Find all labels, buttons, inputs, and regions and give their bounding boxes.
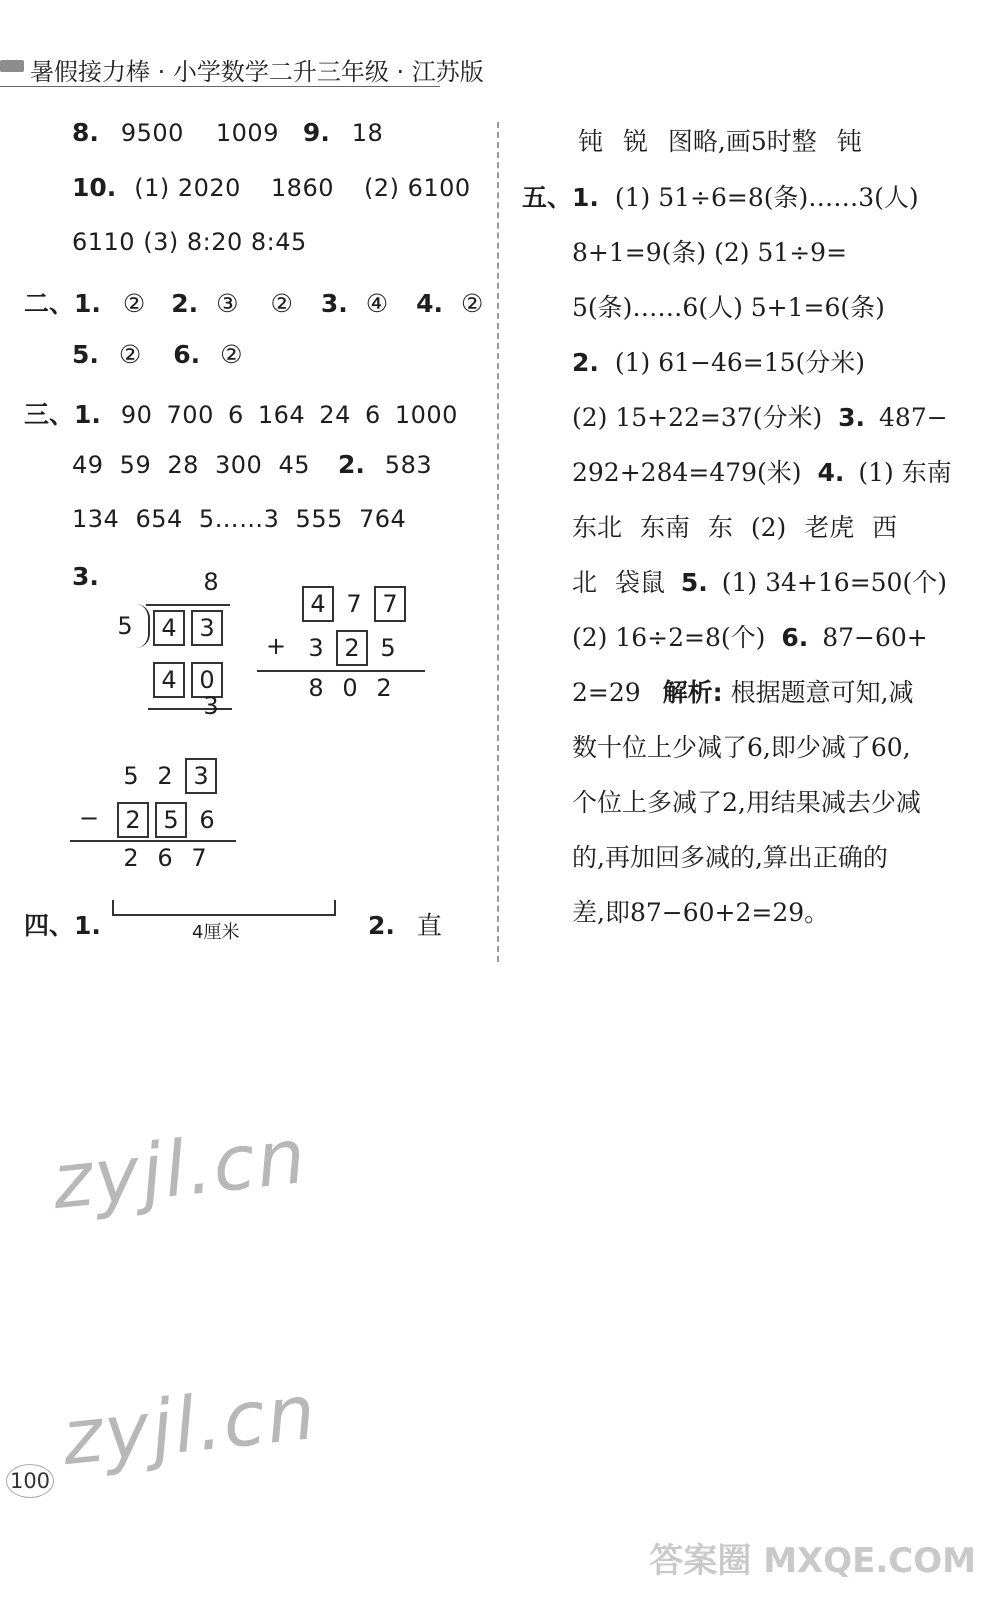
answer-value: (2) 16÷2=8(个)	[572, 623, 766, 652]
answer-value: ②	[220, 340, 243, 369]
section-five-line-2: 8+1=9(条) (2) 51÷9=	[572, 238, 848, 267]
item-number: 2.	[368, 911, 395, 940]
answer-value: 9500	[120, 119, 184, 147]
division-bar	[146, 604, 230, 606]
divisor-digit: 5	[117, 612, 133, 640]
answer-line-4-2	[368, 906, 442, 942]
watermark: zyjl.cn	[48, 1110, 312, 1227]
answer-value: (1) 34+16=50(个)	[721, 568, 947, 597]
item-number: 8.	[72, 118, 99, 147]
digit: 2	[157, 762, 173, 790]
digit-box: 2	[117, 802, 149, 838]
digit-box: 4	[153, 610, 185, 646]
item-number: 3.	[838, 403, 866, 432]
answer-value: 487−	[879, 403, 948, 432]
digit-box: 4	[302, 586, 334, 622]
section-three-line-2	[72, 450, 432, 479]
digit-box: 3	[185, 758, 217, 794]
digit: 7	[346, 590, 362, 618]
addition-result-line	[257, 670, 425, 672]
digit: 8	[308, 674, 324, 702]
vertical-addition	[255, 586, 430, 706]
digit: 6	[199, 806, 215, 834]
item-number: 2.	[171, 289, 199, 318]
answer-value: 北 袋鼠	[572, 568, 665, 597]
vertical-subtraction	[66, 758, 241, 878]
digit: 6	[157, 844, 173, 872]
item-number: 4.	[817, 458, 845, 487]
section-three-line-1	[24, 395, 458, 431]
item-number: 2.	[337, 450, 365, 479]
analysis-line-2: 数十位上少减了6,即少减了60,	[572, 733, 911, 762]
answer-value: ③	[216, 289, 239, 318]
analysis-text: 根据题意可知,减	[730, 678, 914, 707]
digit: 5	[123, 762, 139, 790]
section-five-line-1	[522, 178, 919, 214]
answer-value: (1) 东南	[858, 458, 952, 487]
answer-value: ②	[118, 340, 142, 369]
answer-value: (2) 6100	[363, 174, 471, 202]
answer-value: ②	[460, 289, 484, 318]
digit: 7	[191, 844, 207, 872]
item-number: 3.	[320, 289, 348, 318]
digit-box: 7	[374, 586, 406, 622]
quotient-digit: 8	[203, 568, 219, 596]
item-number: 6.	[781, 623, 809, 652]
section-five-line-5	[572, 398, 948, 434]
analysis-label: 解析:	[662, 678, 723, 707]
corner-logo: 答案圈 MXQE.COM	[649, 1541, 976, 1581]
line-segment	[112, 900, 336, 916]
section-label: 四、1.	[24, 911, 101, 940]
answer-line-10-cont: 6110 (3) 8:20 8:45	[72, 228, 307, 256]
section-five-line-9	[572, 618, 928, 654]
remainder-digit: 3	[203, 692, 219, 720]
digit-box: 5	[155, 802, 187, 838]
section-five-line-7: 东北 东南 东 (2) 老虎 西	[572, 513, 898, 542]
header-rule	[0, 86, 440, 87]
item-number: 9.	[302, 118, 330, 147]
section-five-line-4	[572, 343, 865, 379]
digit-box: 0	[191, 662, 223, 698]
answer-value: 18	[351, 119, 384, 147]
answer-value: ②	[122, 289, 146, 318]
section-three-line-3: 134 654 5……3 555 764	[72, 505, 407, 533]
page-header	[0, 52, 484, 86]
dividend	[150, 610, 226, 646]
answer-value: 90 700 6 164 24 6 1000	[120, 401, 458, 429]
digit: 2	[376, 674, 392, 702]
section-five-line-8	[572, 563, 947, 599]
answer-value: 1009	[215, 119, 279, 147]
long-division	[112, 568, 242, 728]
item-number: 3.	[72, 562, 99, 591]
section-five-line-3: 5(条)……6(人) 5+1=6(条)	[572, 293, 885, 322]
answer-value: 直	[416, 911, 442, 940]
answer-value: 49 59 28 300 45	[72, 451, 310, 479]
section-five-line-6	[572, 453, 952, 489]
column-divider	[497, 122, 499, 962]
digit-box: 3	[191, 610, 223, 646]
digit: 3	[308, 634, 324, 662]
section-label: 三、1.	[24, 400, 101, 429]
answer-value: (1) 61−46=15(分米)	[614, 348, 866, 377]
answer-value: ②	[270, 289, 293, 318]
digit: 2	[123, 844, 139, 872]
subtraction-result-line	[70, 840, 236, 842]
answer-value: ④	[365, 289, 389, 318]
answer-value: 1860	[270, 174, 334, 202]
digit: 0	[342, 674, 358, 702]
minus-sign: −	[78, 804, 100, 832]
page-number: 100	[6, 1464, 54, 1498]
answer-value: (2) 15+22=37(分米)	[572, 403, 823, 432]
item-number: 5.	[680, 568, 708, 597]
item-number: 10.	[72, 173, 117, 202]
plus-sign: +	[265, 632, 287, 660]
item-number: 6.	[173, 340, 201, 369]
section-label: 二、1.	[24, 289, 101, 318]
segment-label: 4厘米	[192, 922, 240, 943]
answer-value: 292+284=479(米)	[572, 458, 802, 487]
answer-line-10	[72, 173, 471, 202]
answer-line-8-9	[72, 118, 383, 147]
analysis-line-3: 个位上多减了2,用结果减去少减	[572, 788, 921, 817]
digit-box: 2	[336, 630, 368, 666]
answer-line-angles: 钝 锐 图略,画5时整 钝	[578, 127, 862, 156]
item-number: 2.	[572, 348, 599, 377]
header-title: 暑假接力棒 · 小学数学二升三年级 · 江苏版	[30, 58, 484, 86]
answer-value: (1) 2020	[134, 174, 241, 202]
watermark: zyjl.cn	[58, 1366, 322, 1483]
digit: 5	[380, 634, 396, 662]
digit-box: 4	[153, 662, 185, 698]
analysis-line-5: 差,即87−60+2=29。	[572, 898, 830, 927]
answer-value: 87−60+	[822, 623, 928, 652]
item-number: 5.	[72, 340, 99, 369]
answer-value: 2=29	[572, 678, 641, 707]
analysis-line-4: 的,再加回多减的,算出正确的	[572, 843, 888, 872]
division-bracket	[136, 604, 150, 648]
section-label: 五、1.	[522, 183, 599, 212]
header-tab-mark	[0, 60, 24, 72]
answer-value: 583	[384, 451, 433, 479]
section-five-line-10	[572, 673, 914, 709]
section-two-line-1	[24, 284, 483, 320]
section-two-line-2	[72, 340, 243, 369]
answer-value: (1) 51÷6=8(条)……3(人)	[614, 183, 919, 212]
item-number: 4.	[416, 289, 443, 318]
